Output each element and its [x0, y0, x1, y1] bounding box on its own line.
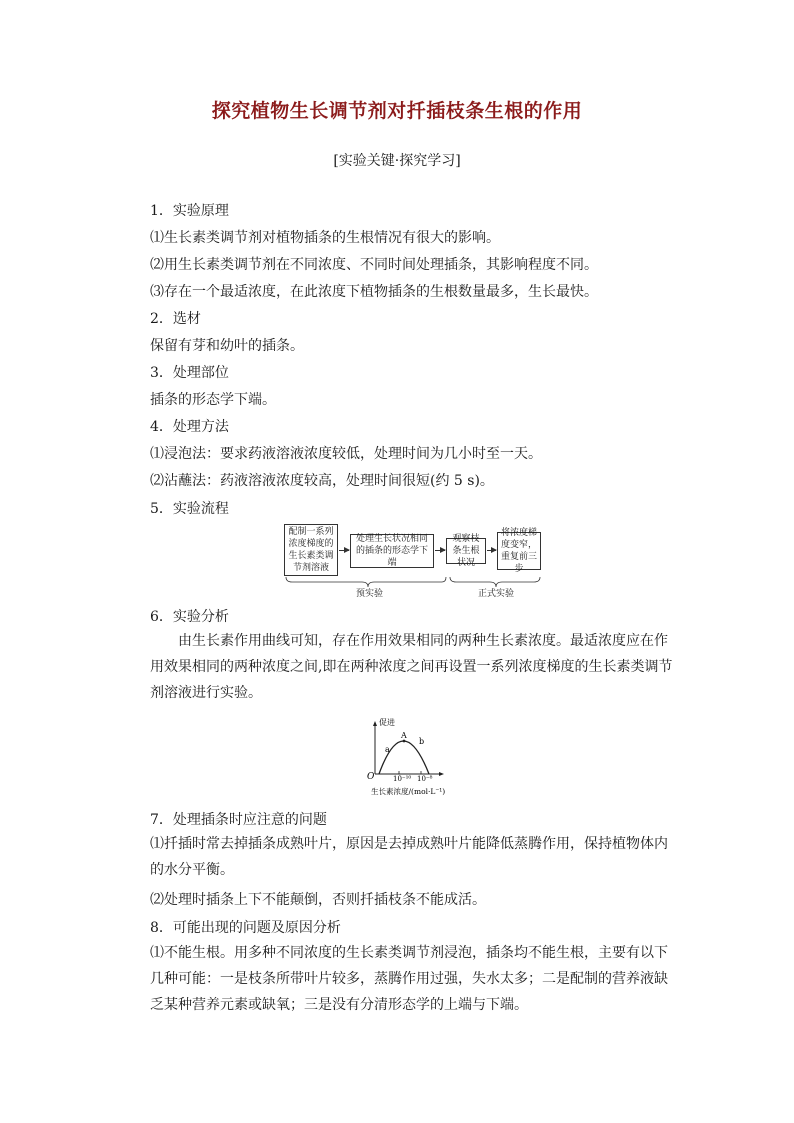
principle-3: ⑶存在一个最适浓度，在此浓度下植物插条的生根数量最多，生长最快。	[150, 284, 598, 300]
y-axis-label: 促进	[379, 718, 395, 727]
flow-arrow	[435, 550, 445, 551]
auxin-response-curve	[365, 714, 465, 800]
flow-step-observe: 观察枝条生根状况	[446, 538, 486, 564]
precaution-1: ⑴扦插时常去掉插条成熟叶片，原因是去掉成熟叶片能降低蒸腾作用，保持植物体内的水分平衡。	[150, 836, 668, 878]
y-axis-arrow	[373, 721, 377, 726]
principle-1: ⑴生长素类调节剂对植物插条的生根情况有很大的影响。	[150, 230, 500, 246]
method-dip: ⑵沾蘸法：药液溶液浓度较高，处理时间很短(约 5 s)。	[150, 473, 494, 489]
heading-principle: 1．实验原理	[150, 203, 229, 219]
method-soak: ⑴浸泡法：要求药液溶液浓度较低，处理时间为几小时至一天。	[150, 446, 542, 462]
flow-arrow	[487, 550, 496, 551]
material-text: 保留有芽和幼叶的插条。	[150, 338, 304, 354]
peak-label: A	[401, 731, 407, 740]
procedure-flow-diagram	[282, 522, 542, 597]
page-title: 探究植物生长调节剂对扦插枝条生根的作用	[211, 100, 583, 122]
heading-analysis: 6．实验分析	[150, 609, 229, 625]
origin-label: O	[367, 772, 375, 782]
point-b-label: b	[419, 737, 425, 746]
x-axis-arrow	[439, 772, 444, 776]
principle-2: ⑵用生长素类调节剂在不同浓度、不同时间处理插条，其影响程度不同。	[150, 257, 598, 273]
label-formal-experiment: 正式实验	[478, 589, 515, 599]
section-subtitle: [实验关键·探究学习]	[333, 153, 461, 169]
flow-arrow	[339, 550, 349, 551]
flow-step-repeat: 将浓度梯度变窄，重复前三步	[497, 532, 541, 570]
flow-step-treat: 处理生长状况相同的插条的形态学下端	[350, 534, 434, 568]
heading-method: 4．处理方法	[150, 419, 229, 435]
x-axis-label: 生长素浓度/(mol·L⁻¹)	[371, 787, 446, 796]
precaution-2: ⑵处理时插条上下不能颠倒，否则扦插枝条不能成活。	[150, 892, 486, 908]
flow-step-prepare: 配制一系列浓度梯度的生长素类调节剂溶液	[284, 524, 338, 576]
problem-1: ⑴不能生根。用多种不同浓度的生长素类调节剂浸泡，插条均不能生根，主要有以下几种可能：一是枝条所带叶片较多，蒸腾作用过强，失水太多；二是配制的营养液缺乏某种营养元素或缺氧；三是没有分清形态学的上端与下端。	[150, 945, 668, 1013]
tick-label-1: 10⁻¹⁰	[393, 775, 412, 783]
heading-site: 3．处理部位	[150, 365, 229, 381]
tick-label-2: 10⁻⁸	[417, 775, 433, 783]
heading-precautions: 7．处理插条时应注意的问题	[150, 812, 327, 828]
label-pre-experiment: 预实验	[356, 589, 384, 599]
heading-procedure: 5．实验流程	[150, 501, 229, 517]
heading-material: 2．选材	[150, 311, 201, 327]
peak-point	[403, 740, 406, 743]
point-a-label: a	[385, 745, 390, 754]
site-text: 插条的形态学下端。	[150, 392, 276, 408]
heading-problems: 8．可能出现的问题及原因分析	[150, 920, 341, 936]
analysis-text: 由生长素作用曲线可知，存在作用效果相同的两种生长素浓度。最适浓度应在作用效果相同的两种浓度之间,即在两种浓度之间再设置一系列浓度梯度的生长素类调节剂溶液进行实验。	[150, 633, 673, 701]
